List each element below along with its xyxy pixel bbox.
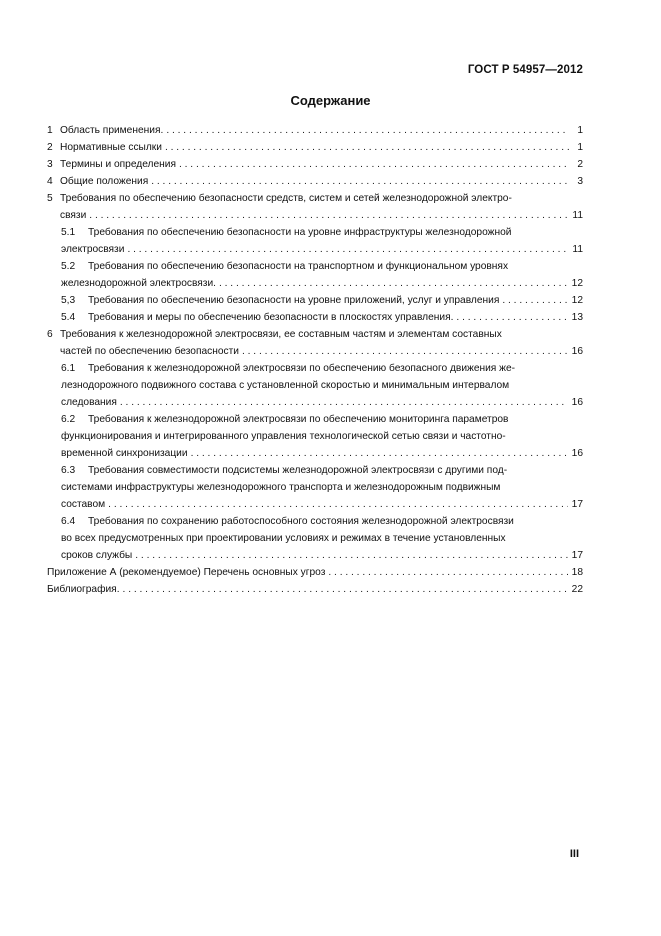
toc-page-number: 12 <box>571 278 583 289</box>
toc-entry-number: 3 <box>47 159 53 170</box>
page-title: Содержание <box>290 93 371 108</box>
toc-entry-text: сроков службы <box>61 550 133 561</box>
toc-entry-text: Библиография. <box>47 584 120 595</box>
toc-entry-text: лезнодорожного подвижного состава с установленной скоростью и минимальным интервалом <box>61 380 510 391</box>
dot-leader <box>242 343 568 360</box>
toc-page-number: 3 <box>577 176 583 187</box>
toc-entry-number: 5.4 <box>61 312 76 323</box>
toc-entry <box>47 564 583 581</box>
toc-entry-text: Приложение А (рекомендуемое) Перечень основных угроз <box>47 567 326 578</box>
toc-entry <box>47 258 583 292</box>
toc-entry <box>47 224 583 258</box>
dot-leader <box>328 564 567 581</box>
toc-entry-text: функционирования и интегрированного управления технологической сетью связи и частотно- <box>61 431 506 442</box>
dot-leader <box>151 173 569 190</box>
toc-entry <box>47 513 583 564</box>
document-id: ГОСТ Р 54957—2012 <box>467 64 583 76</box>
toc-page-number: 13 <box>571 312 583 323</box>
toc-entry <box>47 462 583 513</box>
dot-leader <box>123 581 568 598</box>
toc-entry-text: частей по обеспечению безопасности <box>60 346 239 357</box>
toc-page-number: 11 <box>572 210 583 221</box>
toc-entry-text: Требования по обеспечению безопасности на уровне приложений, услуг и управления <box>88 295 500 306</box>
toc-page-number: 16 <box>571 448 583 459</box>
toc-page-number: 17 <box>571 499 583 510</box>
toc-page-number: 22 <box>571 584 583 595</box>
toc-page-number: 1 <box>577 142 583 153</box>
toc-entry <box>47 326 583 360</box>
toc-entry-text: Область применения. <box>60 125 164 136</box>
toc-entry-text: электросвязи <box>61 244 125 255</box>
toc-entry-text: Требования по обеспечению безопасности на транспортном и функциональном уровнях <box>88 261 509 272</box>
toc-page-number: 16 <box>571 346 583 357</box>
toc-page-number: 2 <box>577 159 583 170</box>
toc-entry-text: временной синхронизации <box>61 448 188 459</box>
toc-entry-text: Требования к железнодорожной электросвязи по обеспечению безопасного движения же- <box>88 363 516 374</box>
toc-entry-number: 6.3 <box>61 465 76 476</box>
toc-entry-number: 1 <box>47 125 53 136</box>
toc-entry-text: Требования по сохранению работоспособного состояния железнодорожной электросвязи <box>88 516 514 527</box>
toc-entry-number: 2 <box>47 142 53 153</box>
toc-entry <box>47 292 583 309</box>
page-number: III <box>569 848 579 860</box>
toc-entry <box>47 122 583 139</box>
toc-page-number: 16 <box>571 397 583 408</box>
dot-leader <box>219 275 568 292</box>
dot-leader <box>456 309 567 326</box>
toc-entry-text: Нормативные ссылки <box>60 142 162 153</box>
dot-leader <box>127 241 568 258</box>
dot-leader <box>135 547 567 564</box>
toc-entry-text: системами инфраструктуры железнодорожного транспорта и железнодорожным подвижным <box>61 482 501 493</box>
toc-entry <box>47 139 583 156</box>
toc-entry-number: 5.2 <box>61 261 76 272</box>
toc-entry-number: 5,3 <box>61 295 76 306</box>
toc-entry-text: Термины и определения <box>60 159 176 170</box>
dot-leader <box>166 122 569 139</box>
dot-leader <box>108 496 568 513</box>
toc-entry-text: Требования и меры по обеспечению безопасности в плоскостях управления. <box>88 312 454 323</box>
toc-entry <box>47 190 583 224</box>
toc-entry <box>47 360 583 411</box>
toc-page-number: 18 <box>571 567 583 578</box>
toc-entry <box>47 411 583 462</box>
dot-leader <box>165 139 569 156</box>
toc-entry-text: железнодорожной электросвязи. <box>61 278 216 289</box>
toc-entry-text: Требования по обеспечению безопасности на уровне инфраструктуры железнодорожной <box>88 227 512 238</box>
toc-entry-text: Требования к железнодорожной электросвязи, ее составным частям и элементам составных <box>60 329 502 340</box>
toc-entry-text: следования <box>61 397 117 408</box>
dot-leader <box>89 207 568 224</box>
toc-entry-text: Требования к железнодорожной электросвязи по обеспечению мониторинга параметров <box>88 414 509 425</box>
toc-entry-number: 6.4 <box>61 516 76 527</box>
toc-entry-text: составом <box>61 499 106 510</box>
dot-leader <box>191 445 568 462</box>
toc-entry-text: Требования совместимости подсистемы железнодорожной электросвязи с другими под- <box>88 465 508 476</box>
toc-entry-text: Требования по обеспечению безопасности средств, систем и сетей железнодорожной электро- <box>60 193 512 204</box>
toc-entry <box>47 156 583 173</box>
toc-entry-number: 6.2 <box>61 414 76 425</box>
toc-entry <box>47 309 583 326</box>
dot-leader <box>179 156 569 173</box>
toc-entry-number: 4 <box>47 176 53 187</box>
toc-entry-number: 5 <box>47 193 53 204</box>
toc-entry-number: 6 <box>47 329 53 340</box>
toc-entry-number: 5.1 <box>61 227 76 238</box>
toc-entry-text: во всех предусмотренных при проектировании условиях и режимах в течение установленных <box>61 533 506 544</box>
toc-entry-text: связи <box>60 210 87 221</box>
toc-entry-text: Общие положения <box>60 176 149 187</box>
toc-page-number: 12 <box>571 295 583 306</box>
toc-page-number: 1 <box>577 125 583 136</box>
toc-entry-number: 6.1 <box>61 363 76 374</box>
dot-leader <box>120 394 568 411</box>
toc-entry <box>47 173 583 190</box>
dot-leader <box>502 292 567 309</box>
toc-entry <box>47 581 583 598</box>
toc-page-number: 11 <box>572 244 583 255</box>
table-of-contents <box>47 122 583 598</box>
toc-page-number: 17 <box>571 550 583 561</box>
